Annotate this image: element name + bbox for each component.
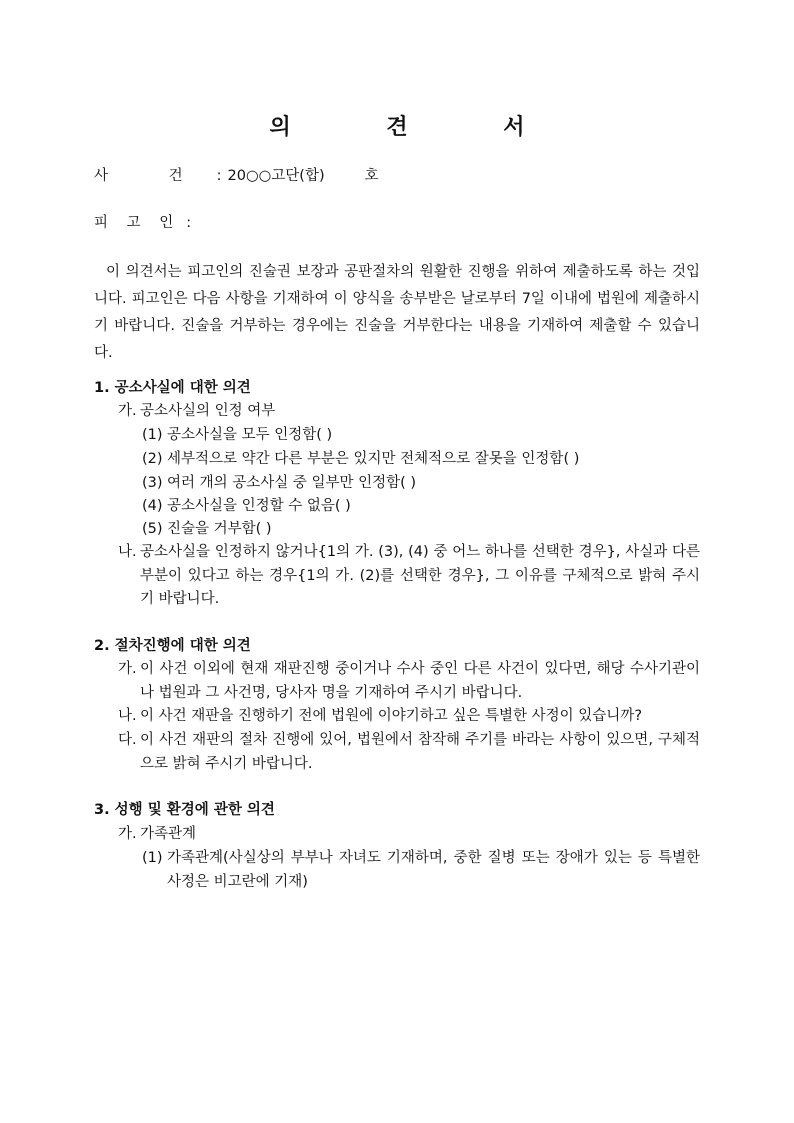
option-text: 세부적으로 약간 다른 부분은 있지만 전체적으로 잘못을 인정함( ) <box>167 451 580 467</box>
section-2-item-c <box>118 729 700 776</box>
defendant-label: 피 고 인 <box>94 215 181 231</box>
option-text: 진술을 거부함( ) <box>167 521 272 537</box>
case-number-suffix: 호 <box>364 168 379 184</box>
section-1-a-marker: 가. <box>118 403 137 419</box>
option-text: 공소사실을 모두 인정함( ) <box>167 427 333 443</box>
section-2-a-text: 이 사건 이외에 현재 재판진행 중이거나 수사 중인 다른 사건이 있다면, 해당 수사기관이나 법원과 그 사건명, 당사자 명을 기재하여 주시기 바랍니다. <box>140 661 700 701</box>
section-2-item-a <box>118 658 700 705</box>
section-2-a-marker: 가. <box>118 661 137 677</box>
section-2-c-text: 이 사건 재판의 절차 진행에 있어, 법원에서 참작해 주기를 바라는 사항이 있으면, 구체적으로 밝혀 주시기 바랍니다. <box>140 732 700 772</box>
option-item <box>142 472 700 496</box>
option-marker: (2) <box>142 451 163 467</box>
option-marker: (1) <box>142 427 163 443</box>
section-3-item-1 <box>142 847 700 894</box>
section-1-heading: 1. 공소사실에 대한 의견 <box>94 380 251 396</box>
case-colon: : <box>216 168 222 184</box>
section-2-c-marker: 다. <box>118 732 137 748</box>
option-item <box>142 495 700 519</box>
option-text: 공소사실을 인정할 수 없음( ) <box>167 498 351 514</box>
section-2-b-marker: 나. <box>118 708 137 724</box>
option-item <box>142 448 700 472</box>
document-title: 의 견 서 <box>269 115 569 140</box>
section-3-item-1-marker: (1) <box>142 850 163 866</box>
option-marker: (4) <box>142 498 163 514</box>
section-3-a-text: 가족관계 <box>140 826 197 842</box>
section-1-item-a <box>118 400 700 424</box>
section-1-b-text: 공소사실을 인정하지 않거나{1의 가. (3), (4) 중 어느 하나를 선택한 경우}, 사실과 다른 부분이 있다고 하는 경우{1의 가. (2)를 선택한 경우}, 그 이유를 구체적으로 밝혀 주시기 바랍니다. <box>140 544 700 607</box>
section-3-a-marker: 가. <box>118 826 137 842</box>
option-text: 여러 개의 공소사실 중 일부만 인정함( ) <box>167 475 417 491</box>
section-1-item-b <box>118 541 700 612</box>
option-marker: (5) <box>142 521 163 537</box>
case-number-row <box>94 166 379 186</box>
section-1-b-marker: 나. <box>118 544 137 560</box>
section-3-item-a <box>118 823 700 847</box>
case-label: 사 건 <box>94 168 211 184</box>
case-number-value: 20○○고단(합) <box>227 168 325 184</box>
intro-paragraph: 이 의견서는 피고인의 진술권 보장과 공판절차의 원활한 진행을 위하여 제출하도록 하는 것입니다. 피고인은 다음 사항을 기재하여 이 양식을 송부받은 날로부터 7일 이내에 법원에 제출하시기 바랍니다. 진술을 거부하는 경우에는 진술을 거부한다는 내용을 기재하여 제출할 수 있습니다. <box>94 264 700 361</box>
defendant-colon: : <box>186 215 192 231</box>
section-3-heading: 3. 성행 및 환경에 관한 의견 <box>94 802 275 818</box>
section-2-heading: 2. 절차진행에 대한 의견 <box>94 638 251 654</box>
section-2-item-b <box>118 705 700 729</box>
section-3-item-1-text: 가족관계(사실상의 부부나 자녀도 기재하며, 중한 질병 또는 장애가 있는 등 특별한 사정은 비고란에 기재) <box>167 850 700 890</box>
defendant-row <box>94 213 197 233</box>
option-item <box>142 424 700 448</box>
section-1-a-text: 공소사실의 인정 여부 <box>140 403 276 419</box>
section-2-b-text: 이 사건 재판을 진행하기 전에 법원에 이야기하고 싶은 특별한 사정이 있습니까? <box>140 708 643 724</box>
option-item <box>142 518 700 542</box>
option-marker: (3) <box>142 475 163 491</box>
